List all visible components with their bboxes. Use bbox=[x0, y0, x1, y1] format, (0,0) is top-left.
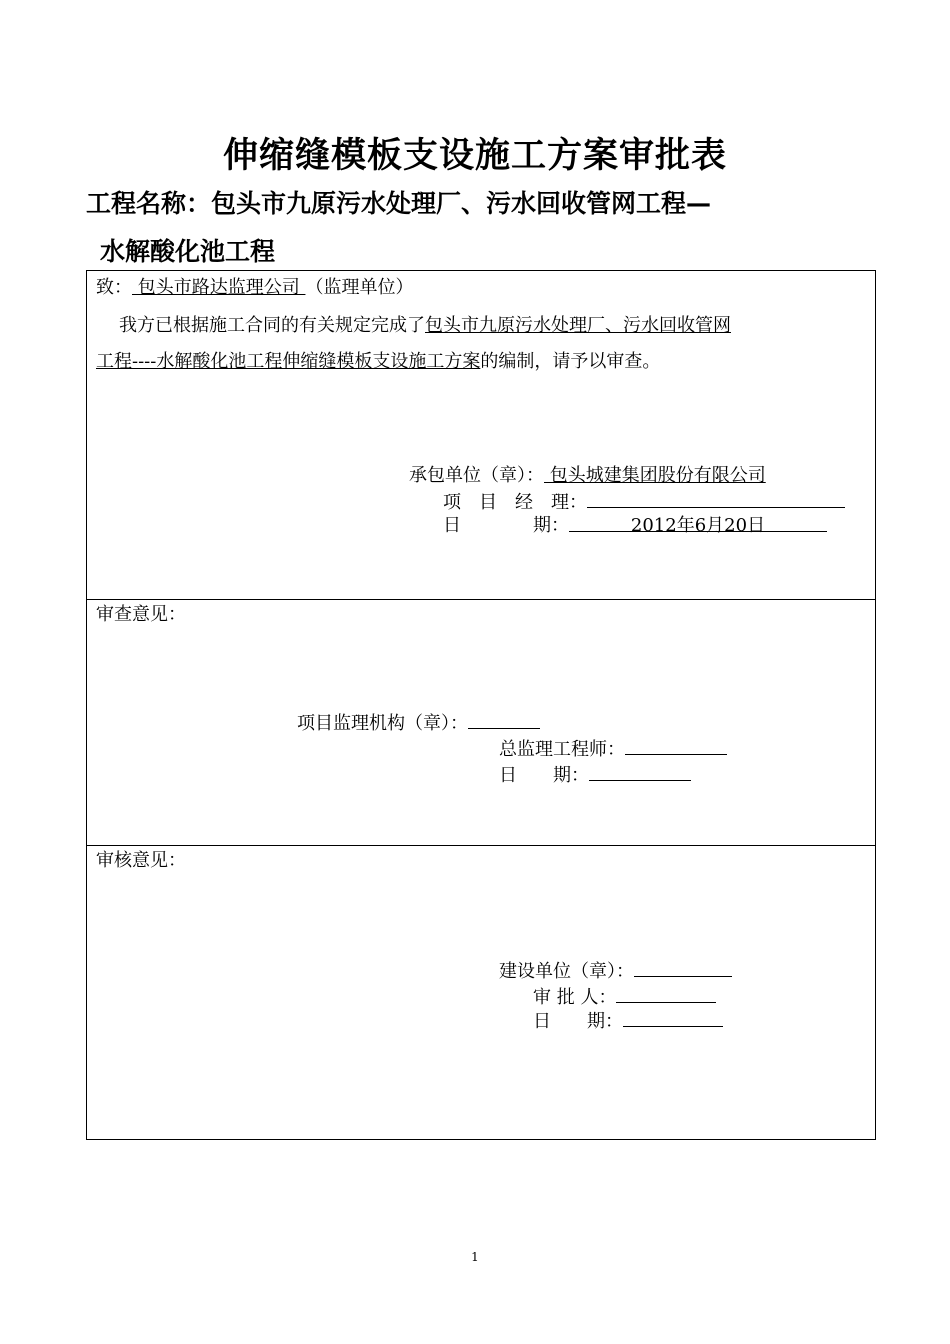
contractor-label: 承包单位（章）： bbox=[409, 465, 544, 486]
contractor-value: 包头城建集团股份有限公司 bbox=[544, 465, 766, 486]
body-suffix: 的编制，请予以审查。 bbox=[480, 351, 661, 372]
date-line bbox=[443, 515, 827, 537]
review-date-label: 日 期： bbox=[499, 765, 589, 786]
audit-date-line bbox=[533, 1010, 723, 1033]
audit-date-label: 日 期： bbox=[533, 1011, 623, 1032]
construction-unit-signature-line bbox=[634, 960, 732, 977]
chief-engineer-signature-line bbox=[625, 738, 727, 755]
chief-engineer-label: 总监理工程师： bbox=[499, 739, 625, 760]
addressee-line bbox=[96, 277, 413, 299]
body-prefix: 我方已根据施工合同的有关规定完成了 bbox=[119, 315, 425, 336]
date-label: 日 期： bbox=[443, 515, 569, 536]
supervision-org-line bbox=[297, 712, 540, 735]
document-title: 伸缩缝模板支设施工方案审批表 bbox=[222, 136, 727, 176]
body-project-part-1: 包头市九原污水处理厂、污水回收管网 bbox=[425, 315, 731, 336]
audit-section bbox=[86, 845, 876, 1140]
audit-heading: 审核意见： bbox=[96, 850, 186, 871]
addressee-prefix: 致： bbox=[96, 277, 132, 298]
body-project-part-2: 工程----水解酸化池工程伸缩缝模板支设施工方案 bbox=[96, 351, 481, 372]
project-name-line-1: 工程名称：包头市九原污水处理厂、污水回收管网工程— bbox=[86, 189, 712, 218]
body-line-1 bbox=[119, 315, 731, 337]
manager-label: 项 目 经 理： bbox=[443, 492, 587, 513]
project-name-line-2: 水解酸化池工程 bbox=[100, 237, 276, 266]
addressee-suffix: （监理单位） bbox=[305, 277, 414, 298]
audit-date-signature-line bbox=[623, 1010, 723, 1027]
approver-signature-line bbox=[616, 986, 716, 1003]
construction-unit-label: 建设单位（章）： bbox=[499, 961, 634, 982]
approver-label: 审 批 人： bbox=[533, 987, 617, 1008]
supervision-unit-name: 包头市路达监理公司 bbox=[132, 277, 306, 298]
supervision-org-signature-line bbox=[468, 712, 540, 729]
review-date-line bbox=[499, 764, 691, 787]
page-number: 1 bbox=[471, 1250, 479, 1264]
construction-unit-line bbox=[499, 960, 732, 983]
contractor-line bbox=[409, 465, 766, 487]
chief-engineer-line bbox=[499, 738, 727, 761]
review-date-signature-line bbox=[589, 764, 691, 781]
approver-line bbox=[533, 986, 716, 1009]
date-value: 2012年6月20日 bbox=[569, 515, 827, 532]
review-heading: 审查意见： bbox=[96, 604, 186, 625]
supervision-org-label: 项目监理机构（章）： bbox=[297, 713, 468, 734]
manager-line bbox=[443, 491, 845, 514]
body-line-2 bbox=[96, 351, 660, 373]
manager-signature-line bbox=[587, 491, 845, 508]
review-section bbox=[86, 599, 876, 846]
submission-section bbox=[86, 270, 876, 600]
